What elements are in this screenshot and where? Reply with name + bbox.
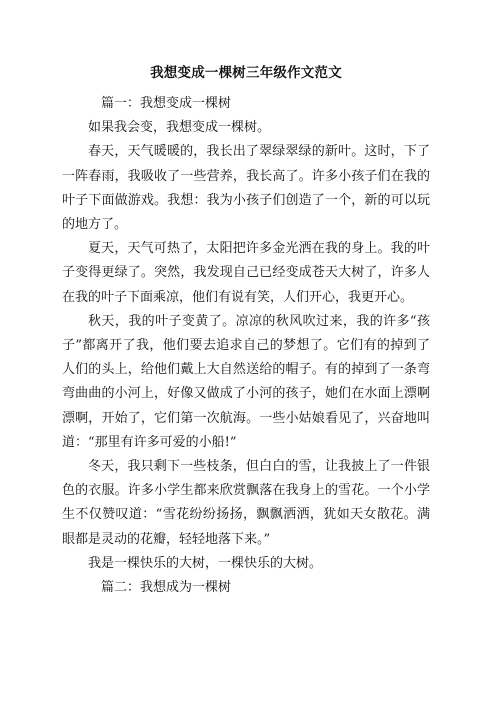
document-title: 我想变成一棵树三年级作文范文 xyxy=(150,65,342,81)
paragraph: 春天，天气暖暖的，我长出了翠绿翠绿的新叶。这时，下了一阵春雨，我吸收了一些营养，我长高了。许多小孩子们在我的叶子下面做游戏。我想：我为小孩子们创造了一个，新的可以玩的地方了。 xyxy=(62,144,430,233)
section-heading-2: 篇二：我想成为一棵树 xyxy=(101,580,232,596)
paragraph: 如果我会变，我想变成一棵树。 xyxy=(88,120,271,136)
paragraph: 秋天，我的叶子变黄了。凉凉的秋风吹过来，我的许多“孩子”都离开了我，他们要去追求自己的梦想了。它们有的掉到了人们的头上，给他们戴上大自然送给的帽子。有的掉到了一条弯弯曲曲的小河上，好像又做成了小河的孩子，她们在水面上漂啊漂啊，开始了，它们第一次航海。一些小姑娘看见了，兴奋地叫道：“那里有许多可爱的小船!” xyxy=(62,313,430,450)
section-heading-1: 篇一：我想变成一棵树 xyxy=(101,96,232,111)
paragraph: 冬天，我只剩下一些枝条，但白白的雪，让我披上了一件银色的衣服。许多小学生都来欣赏飘落在我身上的雪花。一个小学生不仅赞叹道：“雪花纷纷扬扬，飘飘洒洒，犹如天女散花。满眼都是灵动的花瓣，轻轻地落下来。” xyxy=(62,459,430,547)
paragraph: 夏天，天气可热了，太阳把许多金光洒在我的身上。我的叶子变得更绿了。突然，我发现自己已经变成苍天大树了，许多人在我的叶子下面乘凉，他们有说有笑，人们开心，我更开心。 xyxy=(62,241,430,305)
paragraph: 我是一棵快乐的大树，一棵快乐的大树。 xyxy=(88,555,323,571)
